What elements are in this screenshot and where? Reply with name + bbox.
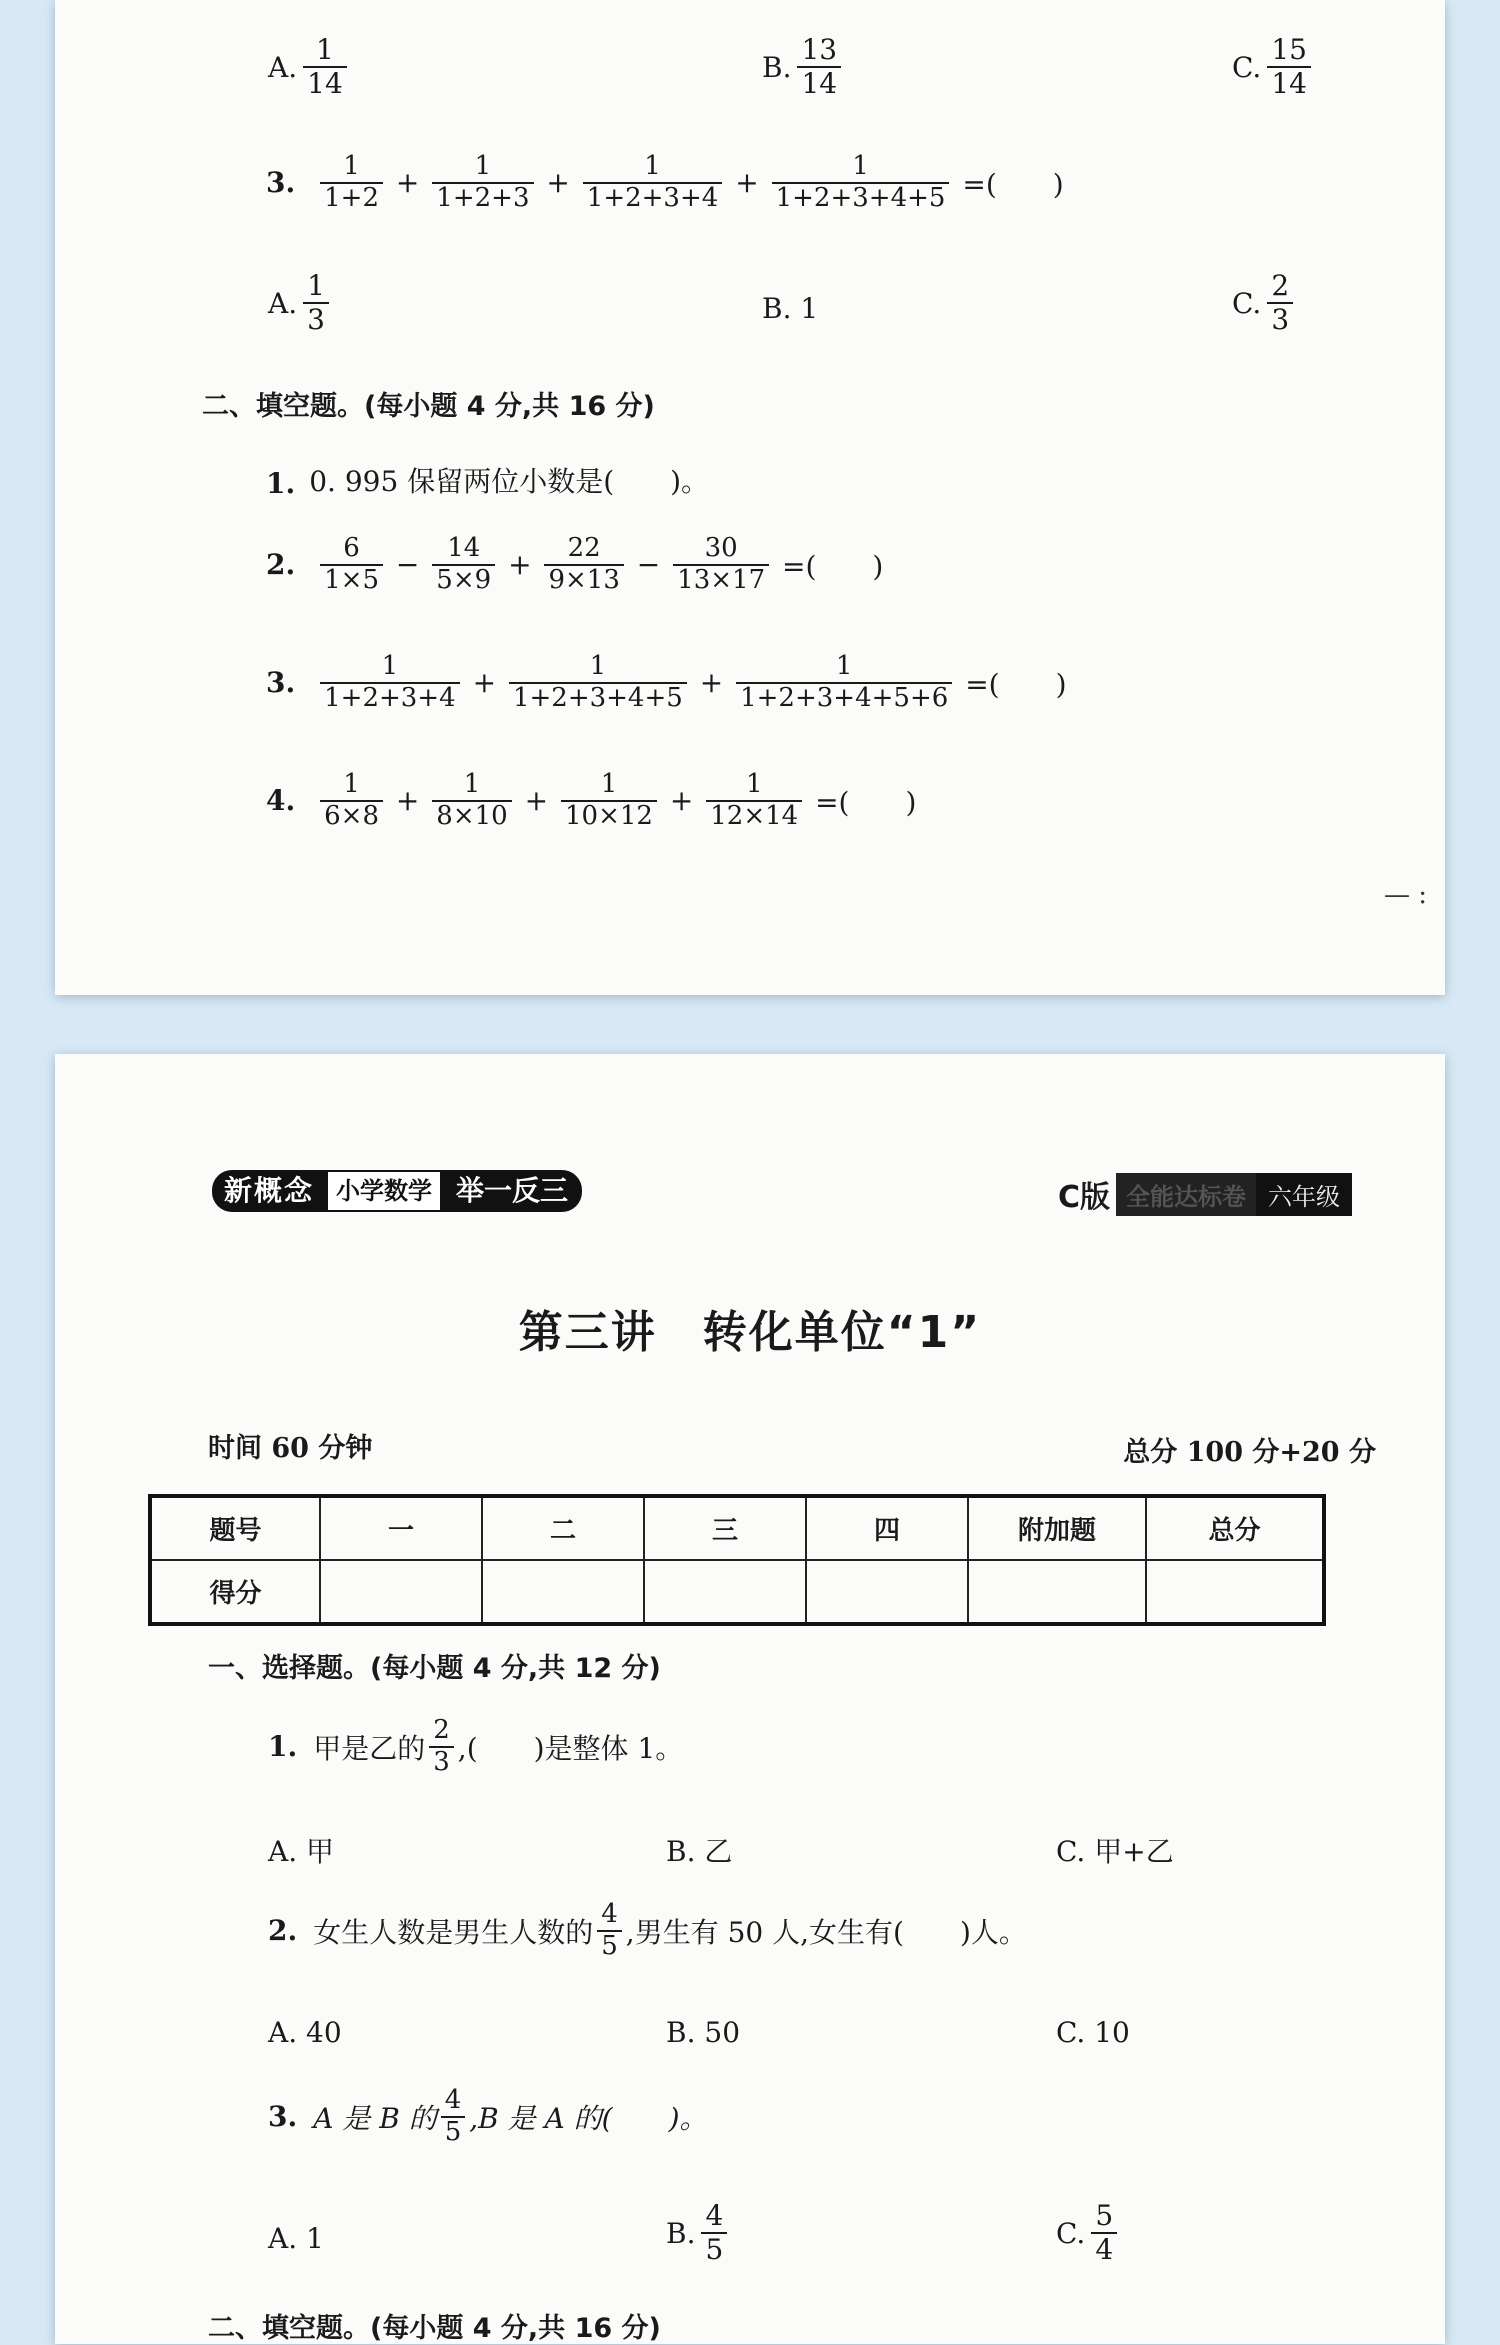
- fraction: $\frac{30}{13\times 17}$: [673, 534, 769, 596]
- question-1: 1. 甲是乙的 $\frac{2}{3}$ ,( )是整体 1。: [268, 1715, 684, 1777]
- table-cell: 一: [320, 1496, 482, 1560]
- score-table: [148, 1494, 1326, 1626]
- score-cell[interactable]: [644, 1560, 806, 1624]
- option-b: B. 乙: [666, 1835, 733, 1868]
- option-c: C. 10: [1056, 2016, 1130, 2049]
- table-cell: 总分: [1146, 1496, 1324, 1560]
- option-a: A. 1: [268, 2222, 324, 2255]
- question-2: 2. 女生人数是男生人数的 $\frac{4}{5}$ ,男生有 50 人,女生有( )人。: [268, 1899, 1027, 1961]
- fraction: $\frac{1}{1+2+3}$: [432, 152, 533, 214]
- score-cell[interactable]: [968, 1560, 1146, 1624]
- fraction: $\frac{1}{3}$: [303, 270, 329, 336]
- option-c: C. $\frac{2}{3}$: [1232, 270, 1295, 336]
- fraction: $\frac{1}{1+2+3+4+5+6}$: [736, 652, 952, 714]
- option-c: C. $\frac{5}{4}$: [1056, 2200, 1119, 2266]
- fraction: $\frac{22}{9\times 13}$: [544, 534, 623, 596]
- option-b: B. $\frac{4}{5}$: [666, 2200, 729, 2266]
- total-score: 总分 100 分+20 分: [1123, 1437, 1376, 1468]
- answer-blank: =( ): [815, 785, 917, 819]
- fraction: $\frac{4}{5}$: [441, 2086, 466, 2148]
- fraction: $\frac{1}{1+2+3+4+5}$: [509, 652, 687, 714]
- option-c: C. $\frac{15}{14}$: [1232, 34, 1313, 100]
- fraction: $\frac{1}{1+2+3+4}$: [583, 152, 723, 214]
- worksheet-page-bottom: [55, 1054, 1445, 2344]
- fraction: $\frac{1}{14}$: [303, 34, 347, 100]
- table-row: [150, 1496, 1324, 1560]
- table-cell: 四: [806, 1496, 968, 1560]
- fraction: $\frac{1}{6\times 8}$: [320, 770, 383, 832]
- fraction: $\frac{1}{1+2+3+4}$: [320, 652, 460, 714]
- score-cell[interactable]: [1146, 1560, 1324, 1624]
- option-a: A. $\frac{1}{3}$: [268, 270, 331, 336]
- fraction: $\frac{4}{5}$: [597, 1900, 622, 1962]
- answer-blank: =( ): [965, 667, 1067, 701]
- fill-question-4: 4. $\frac{1}{6\times 8}$ + $\frac{1}{8\times 10}$ + $\frac{1}{10\times 12}$ + $\frac{1}{12\times 14}$ =( ): [266, 769, 917, 831]
- answer-blank: =( ): [782, 549, 884, 583]
- time-limit: 时间 60 分钟: [208, 1433, 373, 1464]
- score-cell[interactable]: [806, 1560, 968, 1624]
- option-c: C. 甲+乙: [1056, 1835, 1174, 1868]
- table-cell: 题号: [150, 1496, 320, 1560]
- series-logo: 新概念 小学数学 举一反三: [212, 1170, 582, 1212]
- section-title: 二、填空题。(每小题 4 分,共 16 分): [202, 391, 655, 422]
- option-b: B. 1: [762, 292, 819, 325]
- fraction: $\frac{1}{8\times 10}$: [432, 770, 511, 832]
- fraction: $\frac{4}{5}$: [701, 2200, 727, 2266]
- page-title: 第三讲 转化单位“1”: [518, 1307, 982, 1358]
- fill-question-2: 2. $\frac{6}{1\times 5}$ − $\frac{14}{5\times 9}$ + $\frac{22}{9\times 13}$ − $\frac{30}{13\times 17}$ =( ): [266, 533, 884, 595]
- question-3: 3. A 是 B 的 $\frac{4}{5}$ ,B 是 A 的( )。: [268, 2085, 708, 2147]
- fraction: $\frac{5}{4}$: [1091, 2200, 1117, 2266]
- fraction: $\frac{15}{14}$: [1267, 34, 1311, 100]
- page-edge-mark: — :: [1384, 880, 1428, 910]
- question-3: 3. $\frac{1}{1+2}$ + $\frac{1}{1+2+3}$ + $\frac{1}{1+2+3+4}$ + $\frac{1}{1+2+3+4+5}$ =( ): [266, 151, 1064, 213]
- section-title-partial: 二、填空题。(每小题 4 分,共 16 分): [208, 2313, 661, 2344]
- section-title: 一、选择题。(每小题 4 分,共 12 分): [208, 1653, 661, 1684]
- table-cell: 附加题: [968, 1496, 1146, 1560]
- fraction: $\frac{14}{5\times 9}$: [432, 534, 495, 596]
- option-b: B. 50: [666, 2016, 741, 2049]
- score-cell[interactable]: [320, 1560, 482, 1624]
- option-a: A. 甲: [268, 1835, 335, 1868]
- fraction: $\frac{2}{3}$: [1267, 270, 1293, 336]
- fraction: $\frac{1}{1+2}$: [320, 152, 383, 214]
- table-cell: 三: [644, 1496, 806, 1560]
- fraction: $\frac{1}{10\times 12}$: [561, 770, 657, 832]
- fraction: $\frac{13}{14}$: [797, 34, 841, 100]
- score-cell[interactable]: [482, 1560, 644, 1624]
- worksheet-page-top: [55, 0, 1445, 995]
- option-a: A. 40: [268, 2016, 342, 2049]
- fill-question-3: 3. $\frac{1}{1+2+3+4}$ + $\frac{1}{1+2+3+4+5}$ + $\frac{1}{1+2+3+4+5+6}$ =( ): [266, 651, 1067, 713]
- fraction: $\frac{2}{3}$: [429, 1716, 454, 1778]
- option-b: B. $\frac{13}{14}$: [762, 34, 843, 100]
- edition-badge: C版 全能达标卷 六年级: [1058, 1172, 1352, 1216]
- fraction: $\frac{1}{12\times 14}$: [706, 770, 802, 832]
- table-cell: 得分: [150, 1560, 320, 1624]
- fraction: $\frac{6}{1\times 5}$: [320, 534, 383, 596]
- answer-blank: =( ): [962, 167, 1064, 201]
- fill-question-1: 1. 0. 995 保留两位小数是( )。: [266, 465, 710, 500]
- table-row: [150, 1560, 1324, 1624]
- fraction: $\frac{1}{1+2+3+4+5}$: [772, 152, 950, 214]
- option-a: A. $\frac{1}{14}$: [268, 34, 349, 100]
- table-cell: 二: [482, 1496, 644, 1560]
